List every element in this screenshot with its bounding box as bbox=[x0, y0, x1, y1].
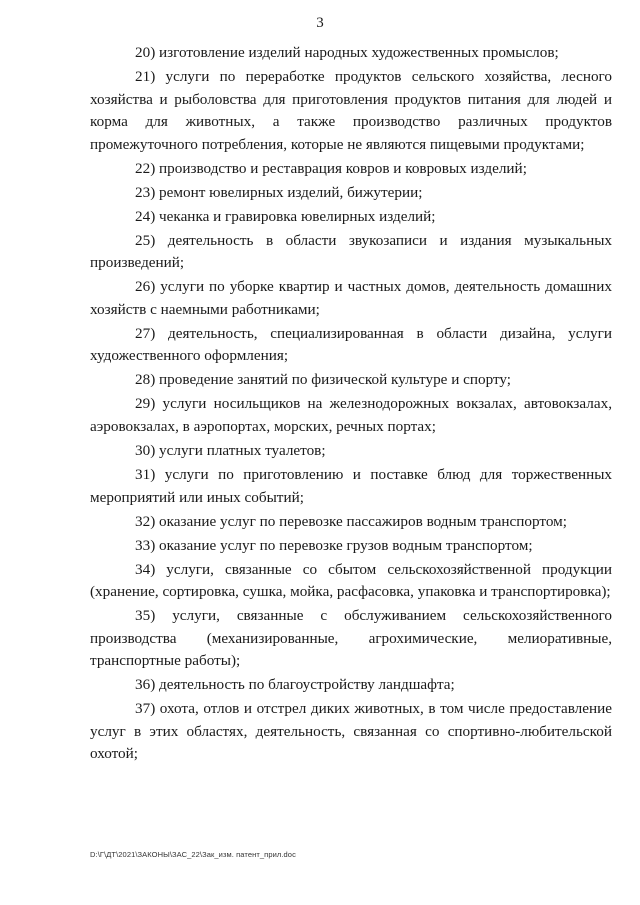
list-item: 22) производство и реставрация ковров и ковровых изделий; bbox=[135, 159, 527, 177]
list-item: 35) услуги, связанные с обслуживанием сельскохозяйственного производства (механизированные, агрохимические, мелиоративные, транспортные работы); bbox=[90, 607, 612, 670]
list-item: 21) услуги по переработке продуктов сельского хозяйства, лесного хозяйства и рыболовства для приготовления продуктов питания для людей и корма для животных, а также производство различных продуктов промежуточного потребления, которые не являются пищевыми продуктами; bbox=[90, 67, 612, 153]
document-body bbox=[90, 42, 612, 766]
list-item: 25) деятельность в области звукозаписи и издания музыкальных произведений; bbox=[90, 231, 612, 272]
file-path-footer: D:\Г\ДТ\2021\ЗАКОНЫ\ЗАС_22\Зак_изм. патент_прил.doc bbox=[90, 850, 296, 859]
list-item: 29) услуги носильщиков на железнодорожных вокзалах, автовокзалах, аэровокзалах, в аэропортах, морских, речных портах; bbox=[90, 395, 612, 436]
page-number: 3 bbox=[316, 15, 324, 31]
list-item: 37) охота, отлов и отстрел диких животных, в том числе предоставление услуг в этих областях, деятельность, связанная со спортивно-любительской охотой; bbox=[90, 700, 612, 763]
list-item: 20) изготовление изделий народных художественных промыслов; bbox=[135, 44, 559, 61]
list-item: 27) деятельность, специализированная в области дизайна, услуги художественного оформления; bbox=[90, 324, 612, 365]
list-item: 28) проведение занятий по физической культуре и спорту; bbox=[135, 371, 512, 389]
list-item: 33) оказание услуг по перевозке грузов водным транспортом; bbox=[135, 536, 533, 554]
list-item: 31) услуги по приготовлению и поставке блюд для торжественных мероприятий или иных событий; bbox=[90, 465, 612, 506]
list-item: 30) услуги платных туалетов; bbox=[135, 442, 326, 459]
list-item: 36) деятельность по благоустройству ландшафта; bbox=[135, 676, 455, 694]
list-item: 24) чеканка и гравировка ювелирных изделий; bbox=[135, 207, 436, 225]
list-item: 26) услуги по уборке квартир и частных домов, деятельность домашних хозяйств с наемными работниками; bbox=[90, 278, 612, 318]
list-item: 34) услуги, связанные со сбытом сельскохозяйственной продукции (хранение, сортировка, сушка, мойка, расфасовка, упаковка и транспортировка); bbox=[90, 560, 612, 601]
list-item: 23) ремонт ювелирных изделий, бижутерии; bbox=[135, 183, 423, 201]
list-item: 32) оказание услуг по перевозке пассажиров водным транспортом; bbox=[135, 512, 567, 530]
